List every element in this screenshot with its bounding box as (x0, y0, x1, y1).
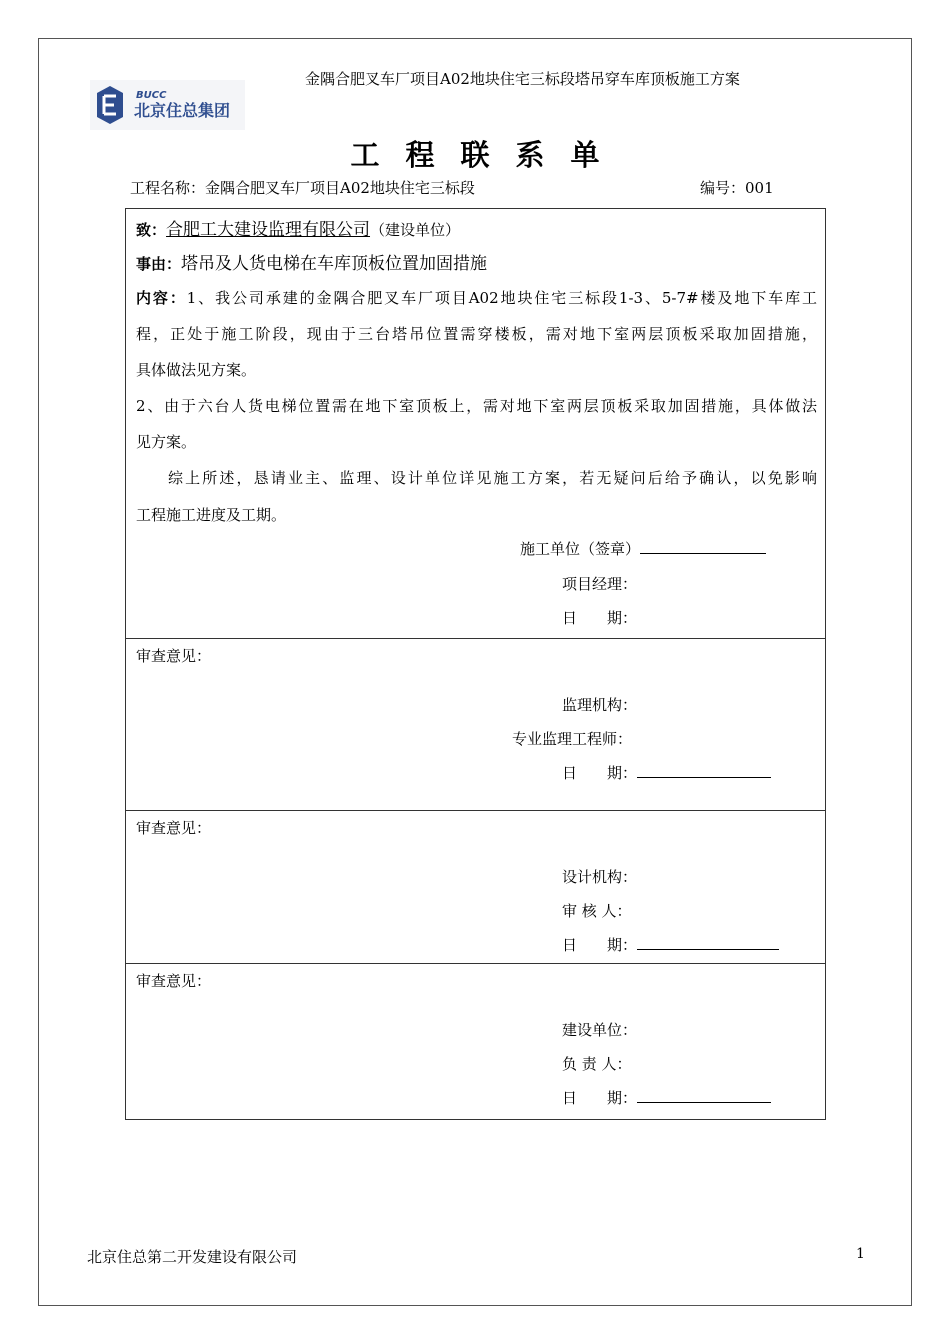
subject-label: 事由： (136, 255, 182, 273)
section-design (126, 811, 825, 964)
content-line-1 (136, 287, 817, 308)
sign-date: 日 期： (562, 609, 638, 627)
section-supervision (126, 639, 825, 811)
supervision-date (562, 762, 771, 783)
to-role: （建设单位） (370, 221, 461, 239)
content-line-4: 2、由于六台人货电梯位置需在地下室顶板上，需对地下室两层顶板采取加固措施，具体做法 (136, 397, 817, 415)
supervision-org: 监理机构： (562, 696, 638, 714)
sign-construction-unit-label: 施工单位（签章） (520, 540, 641, 558)
document-number: 编号：001 (700, 179, 774, 197)
design-date (562, 934, 779, 955)
owner-org: 建设单位： (562, 1021, 638, 1039)
to-organization: 合肥工大建设监理有限公司 (166, 220, 371, 240)
design-reviewer: 审 核 人： (562, 902, 632, 920)
sign-construction-unit (520, 538, 766, 559)
content-line-3: 具体做法见方案。 (136, 361, 257, 379)
subject-text: 塔吊及人货电梯在车库顶板位置加固措施 (181, 254, 488, 274)
date-blank[interactable] (637, 935, 779, 950)
logo-text-cn: 北京住总集团 (134, 101, 231, 120)
to-line (136, 215, 817, 240)
content-line-2: 程，正处于施工阶段，现由于三台塔吊位置需穿楼板，需对地下室两层顶板采取加固措施， (136, 325, 817, 343)
content-line-6: 综上所述，恳请业主、监理、设计单位详见施工方案，若无疑问后给予确认，以免影响 (168, 469, 817, 487)
content-line-7: 工程施工进度及工期。 (136, 506, 287, 524)
design-date-label: 日 期： (562, 936, 638, 954)
section-construction (126, 209, 825, 639)
signature-blank[interactable] (640, 539, 766, 554)
design-org: 设计机构： (562, 868, 638, 886)
owner-date-label: 日 期： (562, 1089, 638, 1107)
date-blank[interactable] (637, 1088, 771, 1103)
subject-line (136, 249, 817, 274)
supervision-date-label: 日 期： (562, 764, 638, 782)
owner-date (562, 1087, 771, 1108)
owner-responsible: 负 责 人： (562, 1055, 632, 1073)
review-opinion-label: 审查意见： (136, 819, 212, 837)
review-opinion-label: 审查意见： (136, 647, 212, 665)
section-owner (126, 964, 825, 1119)
bucc-logo (90, 80, 245, 130)
content-line-5: 见方案。 (136, 433, 197, 451)
project-name: 工程名称：金隅合肥叉车厂项目A02地块住宅三标段 (130, 179, 475, 197)
page-number: 1 (856, 1246, 865, 1262)
to-label: 致： (136, 221, 167, 239)
supervision-engineer: 专业监理工程师： (512, 730, 633, 748)
footer-company: 北京住总第二开发建设有限公司 (87, 1248, 298, 1266)
content-text-1: 1、我公司承建的金隅合肥叉车厂项目A02地块住宅三标段1-3、5-7#楼及地下车库工 (186, 289, 817, 307)
sign-project-manager: 项目经理： (562, 575, 638, 593)
review-opinion-label: 审查意见： (136, 972, 212, 990)
contact-form (125, 208, 826, 1120)
document-title: 工程联系单 (350, 138, 626, 172)
header-title: 金隅合肥叉车厂项目A02地块住宅三标段塔吊穿车库顶板施工方案 (305, 70, 740, 88)
logo-text-en: BUCC (136, 90, 167, 101)
content-label: 内容： (136, 289, 187, 307)
date-blank[interactable] (637, 763, 771, 778)
